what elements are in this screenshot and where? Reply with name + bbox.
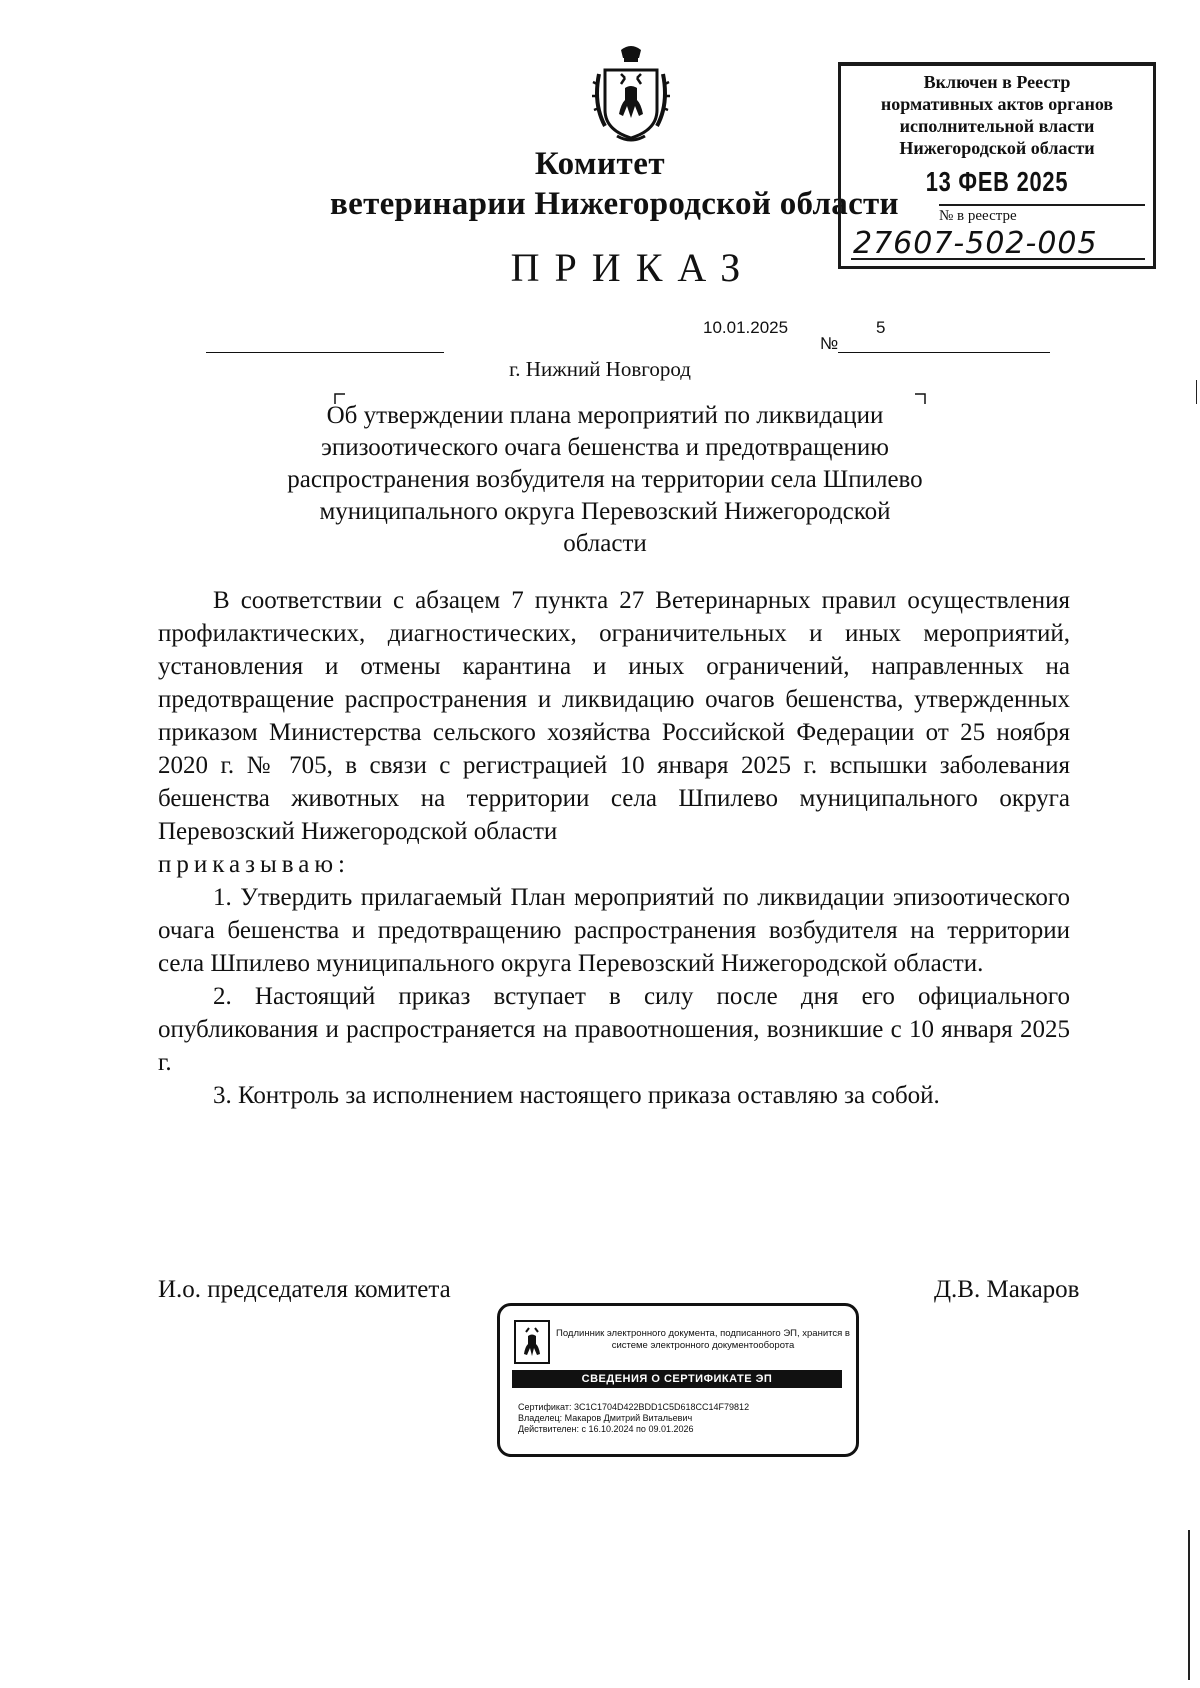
date-underline-left	[206, 352, 444, 353]
signatory-name: Д.В. Макаров	[934, 1276, 1080, 1303]
esig-validity: Действителен: с 16.10.2024 по 09.01.2026	[518, 1424, 694, 1434]
order-body	[158, 584, 1070, 1112]
stamp-line-1: Включен в Реестр	[923, 72, 1071, 92]
esig-certificate-bar: СВЕДЕНИЯ О СЕРТИФИКАТЕ ЭП	[512, 1370, 842, 1388]
org-name-line1: Комитет	[534, 146, 666, 182]
scan-edge-mark	[1196, 380, 1197, 404]
order-item-2: 2. Настоящий приказ вступает в силу после дня его официального опубликования и распространяется на правоотношения, возникшие с 10 января 2025 г.	[158, 983, 1070, 1076]
esig-emblem-icon	[514, 1320, 550, 1364]
stamp-regno-label: № в реестре	[939, 208, 1017, 224]
order-word: приказываю:	[158, 851, 350, 878]
electronic-signature-block	[497, 1303, 859, 1457]
org-name-line2: ветеринарии Нижегородской области	[330, 186, 899, 222]
order-date: 10.01.2025	[703, 318, 789, 337]
order-number: 5	[876, 318, 886, 337]
scan-edge-mark	[1188, 1530, 1190, 1680]
signatory-role: И.о. председателя комитета	[158, 1276, 451, 1303]
stamp-regno-underline	[851, 258, 1145, 260]
document-type-title: ПРИКАЗ	[510, 245, 756, 290]
esig-details	[518, 1402, 749, 1435]
esig-header-text: Подлинник электронного документа, подписанного ЭП, хранится в системе электронного документооборота	[556, 1328, 850, 1351]
stamp-line-2: нормативных актов органов	[880, 94, 1114, 114]
registry-stamp	[838, 62, 1156, 269]
number-sign: №	[820, 334, 839, 353]
city: г. Нижний Новгород	[509, 357, 691, 381]
stamp-date: 13 ФЕВ 2025	[925, 166, 1069, 197]
stamp-line-4: Нижегородской области	[899, 138, 1095, 158]
order-item-1: 1. Утвердить прилагаемый План мероприятий по ликвидации эпизоотического очага бешенства и предотвращению распространения возбудителя на территории села Шпилево муниципального округа Перевозский Нижегородской области.	[158, 884, 1070, 977]
coat-of-arms-emblem	[591, 44, 671, 144]
number-underline	[838, 352, 1050, 353]
order-item-3: 3. Контроль за исполнением настоящего приказа оставляю за собой.	[213, 1082, 940, 1109]
stamp-rule	[939, 204, 1145, 206]
preamble-paragraph: В соответствии с абзацем 7 пункта 27 Ветеринарных правил осуществления профилактических, диагностических, ограничительных и иных мероприятий, установления и отмены карантина и иных ограничений, направленных на предотвращение распространения и ликвидацию очагов бешенства, утвержденных приказом Министерства сельского хозяйства Российской Федерации от 25 ноября 2020 г. № 705, в связи с регистрацией 10 января 2025 г. вспышки заболевания бешенства животных на территории села Шпилево муниципального округа Перевозский Нижегородской области	[158, 587, 1070, 845]
esig-owner: Владелец: Макаров Дмитрий Витальевич	[518, 1413, 693, 1423]
esig-certificate: Сертификат: 3C1C1704D422BDD1C5D618CC14F79812	[518, 1402, 750, 1412]
stamp-regno-handwritten: 27607-502-005	[853, 226, 1098, 261]
stamp-line-3: исполнительной власти	[899, 116, 1095, 136]
order-title: Об утверждении плана мероприятий по ликвидации эпизоотического очага бешенства и предотвращению распространения возбудителя на территории села Шпилево муниципального округа Перевозский Нижегородской области	[287, 402, 923, 557]
